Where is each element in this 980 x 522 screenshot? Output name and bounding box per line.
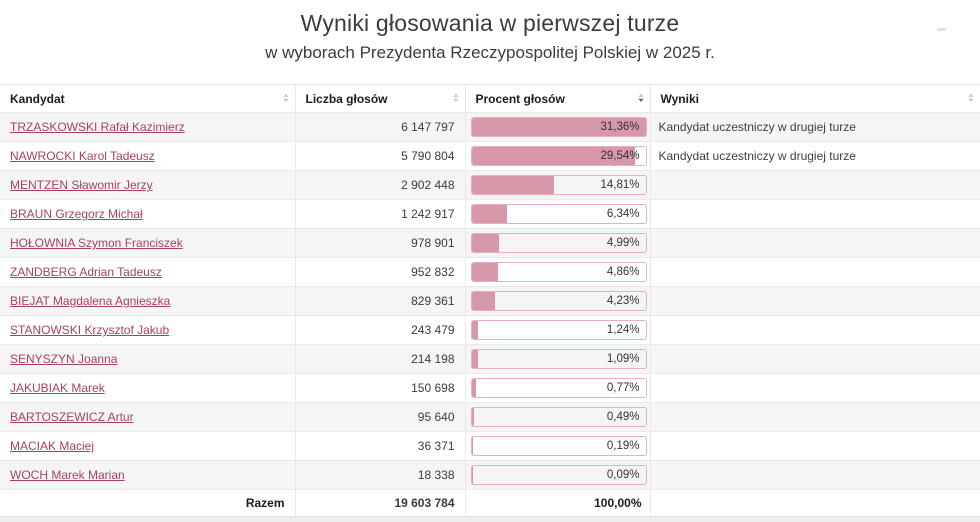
- percent-bar: [471, 204, 647, 224]
- candidate-cell: [0, 200, 295, 229]
- percent-label: 0,19%: [606, 440, 640, 452]
- candidate-link[interactable]: BARTOSZEWICZ Artur: [10, 410, 134, 424]
- percent-label: 4,86%: [606, 266, 640, 278]
- result-cell: [650, 403, 980, 432]
- table-row: [0, 113, 980, 142]
- votes-cell: 214 198: [295, 345, 465, 374]
- candidate-link[interactable]: BIEJAT Magdalena Agnieszka: [10, 294, 171, 308]
- column-header-kandydat[interactable]: [0, 85, 295, 113]
- percent-cell: [465, 374, 650, 403]
- table-row: [0, 316, 980, 345]
- footer-total-label: Razem: [0, 490, 295, 517]
- percent-label: 0,77%: [606, 382, 640, 394]
- result-cell: Kandydat uczestniczy w drugiej turze: [650, 113, 980, 142]
- votes-cell: 1 242 917: [295, 200, 465, 229]
- percent-bar-fill: [472, 408, 475, 426]
- result-cell: [650, 200, 980, 229]
- percent-bar-fill: [472, 350, 478, 368]
- percent-bar: [471, 117, 647, 137]
- column-header-label: Liczba głosów: [305, 91, 388, 106]
- percent-cell: [465, 113, 650, 142]
- candidate-link[interactable]: SENYSZYN Joanna: [10, 352, 118, 366]
- percent-label: 1,24%: [606, 324, 640, 336]
- percent-bar: [471, 407, 647, 427]
- candidate-cell: [0, 171, 295, 200]
- candidate-cell: [0, 432, 295, 461]
- result-cell: [650, 171, 980, 200]
- footer-empty-cell: [650, 490, 980, 517]
- table-row: [0, 258, 980, 287]
- percent-label: 4,23%: [606, 295, 640, 307]
- percent-bar: [471, 291, 647, 311]
- results-table: [0, 84, 980, 517]
- percent-bar-fill: [472, 263, 499, 281]
- percent-cell: [465, 287, 650, 316]
- table-row: [0, 229, 980, 258]
- table-row: [0, 432, 980, 461]
- votes-cell: 5 790 804: [295, 142, 465, 171]
- column-header-label: Procent głosów: [475, 91, 565, 106]
- percent-label: 4,99%: [606, 237, 640, 249]
- percent-bar-fill: [472, 379, 476, 397]
- percent-cell: [465, 316, 650, 345]
- candidate-link[interactable]: JAKUBIAK Marek: [10, 381, 105, 395]
- footer-total-votes: 19 603 784: [295, 490, 465, 517]
- percent-bar-fill: [472, 292, 495, 310]
- candidate-cell: [0, 113, 295, 142]
- result-cell: [650, 316, 980, 345]
- sort-icon: ▲ ▼: [966, 92, 976, 104]
- percent-cell: [465, 345, 650, 374]
- candidate-cell: [0, 142, 295, 171]
- sort-icon: ▲ ▼: [451, 92, 460, 104]
- page-title: Wyniki głosowania w pierwszej turze: [300, 10, 680, 36]
- result-cell: [650, 461, 980, 490]
- votes-cell: 2 902 448: [295, 171, 465, 200]
- percent-bar: [471, 146, 647, 166]
- candidate-cell: [0, 374, 295, 403]
- sort-icon: ▲ ▼: [636, 92, 645, 104]
- table-row: [0, 142, 980, 171]
- table-row: [0, 461, 980, 490]
- page-subtitle: w wyborach Prezydenta Rzeczypospolitej Polskiej w 2025 r.: [265, 43, 715, 62]
- percent-cell: [465, 142, 650, 171]
- column-header-label: Wyniki: [660, 91, 699, 106]
- candidate-cell: [0, 316, 295, 345]
- candidate-link[interactable]: NAWROCKI Karol Tadeusz: [10, 149, 155, 163]
- result-cell: [650, 374, 980, 403]
- percent-bar: [471, 378, 647, 398]
- percent-label: 1,09%: [606, 353, 640, 365]
- percent-bar-fill: [472, 466, 473, 484]
- chart-header: [0, 0, 980, 84]
- votes-cell: 978 901: [295, 229, 465, 258]
- result-cell: Kandydat uczestniczy w drugiej turze: [650, 142, 980, 171]
- percent-bar: [471, 233, 647, 253]
- column-header-procent-glosow[interactable]: [465, 85, 650, 113]
- table-row: [0, 374, 980, 403]
- candidate-cell: [0, 345, 295, 374]
- table-row: [0, 345, 980, 374]
- percent-cell: [465, 432, 650, 461]
- percent-bar: [471, 320, 647, 340]
- context-menu-icon[interactable]: [937, 28, 946, 31]
- votes-cell: 952 832: [295, 258, 465, 287]
- result-cell: [650, 345, 980, 374]
- candidate-link[interactable]: BRAUN Grzegorz Michał: [10, 207, 143, 221]
- candidate-link[interactable]: TRZASKOWSKI Rafał Kazimierz: [10, 120, 185, 134]
- percent-bar-fill: [472, 321, 479, 339]
- percent-cell: [465, 171, 650, 200]
- column-header-liczba-glosow[interactable]: [295, 85, 465, 113]
- percent-label: 6,34%: [606, 208, 640, 220]
- sort-icon: ▲ ▼: [281, 92, 290, 104]
- percent-bar-fill: [472, 234, 500, 252]
- column-header-label: Kandydat: [10, 91, 65, 106]
- percent-bar: [471, 465, 647, 485]
- percent-cell: [465, 258, 650, 287]
- result-cell: [650, 432, 980, 461]
- table-row: [0, 287, 980, 316]
- candidate-cell: [0, 461, 295, 490]
- candidate-link[interactable]: HOŁOWNIA Szymon Franciszek: [10, 236, 183, 250]
- votes-cell: 150 698: [295, 374, 465, 403]
- percent-cell: [465, 200, 650, 229]
- footer-row: [0, 490, 980, 517]
- candidate-link[interactable]: ZANDBERG Adrian Tadeusz: [10, 265, 162, 279]
- candidate-link[interactable]: MENTZEN Sławomir Jerzy: [10, 178, 153, 192]
- candidate-link[interactable]: WOCH Marek Marian: [10, 468, 125, 482]
- column-header-wyniki[interactable]: [650, 85, 980, 113]
- votes-cell: 829 361: [295, 287, 465, 316]
- candidate-cell: [0, 403, 295, 432]
- result-cell: [650, 258, 980, 287]
- percent-label: 31,36%: [600, 121, 640, 133]
- votes-cell: 6 147 797: [295, 113, 465, 142]
- footer-total-percent: 100,00%: [465, 490, 650, 517]
- table-row: [0, 200, 980, 229]
- percent-cell: [465, 403, 650, 432]
- percent-bar: [471, 436, 647, 456]
- candidate-cell: [0, 229, 295, 258]
- percent-bar-fill: [472, 437, 473, 455]
- votes-cell: 36 371: [295, 432, 465, 461]
- percent-label: 0,09%: [606, 469, 640, 481]
- votes-cell: 243 479: [295, 316, 465, 345]
- candidate-link[interactable]: STANOWSKI Krzysztof Jakub: [10, 323, 170, 337]
- result-cell: [650, 287, 980, 316]
- percent-bar-fill: [472, 176, 554, 194]
- percent-bar: [471, 349, 647, 369]
- percent-bar: [471, 175, 647, 195]
- percent-bar: [471, 262, 647, 282]
- votes-cell: 18 338: [295, 461, 465, 490]
- votes-cell: 95 640: [295, 403, 465, 432]
- header-row: [0, 85, 980, 113]
- percent-label: 14,81%: [600, 179, 640, 191]
- table-row: [0, 171, 980, 200]
- percent-cell: [465, 229, 650, 258]
- candidate-cell: [0, 287, 295, 316]
- result-cell: [650, 229, 980, 258]
- table-row: [0, 403, 980, 432]
- percent-label: 29,54%: [600, 150, 640, 162]
- percent-label: 0,49%: [606, 411, 640, 423]
- bottom-strip: [0, 517, 980, 522]
- candidate-link[interactable]: MACIAK Maciej: [10, 439, 95, 453]
- percent-bar-fill: [472, 205, 507, 223]
- percent-cell: [465, 461, 650, 490]
- candidate-cell: [0, 258, 295, 287]
